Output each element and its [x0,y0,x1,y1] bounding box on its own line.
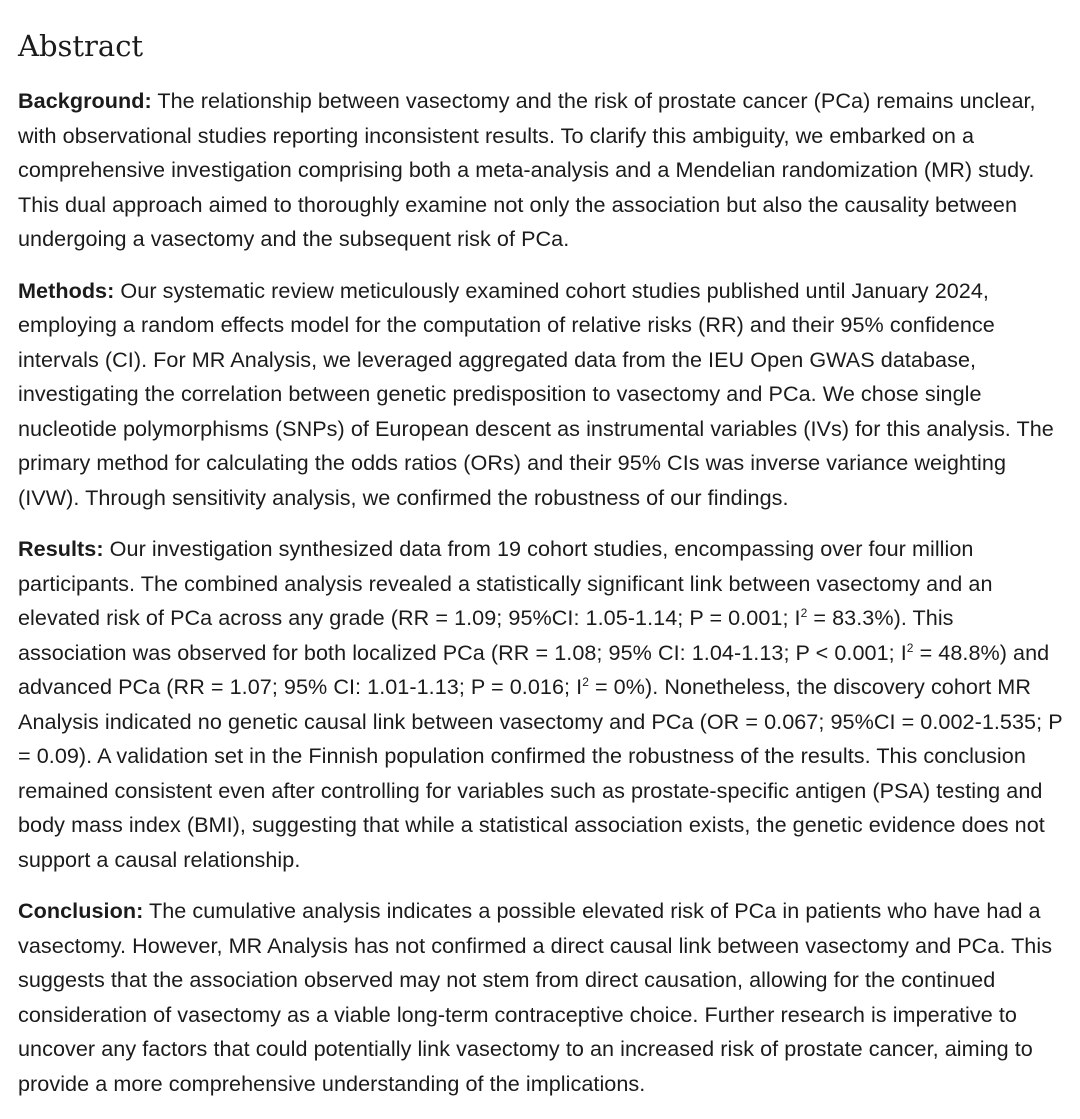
methods-section [18,274,1066,516]
conclusion-section [18,894,1066,1101]
background-label: Background: [18,88,152,113]
abstract-heading: Abstract [18,29,144,63]
conclusion-label: Conclusion: [18,898,144,923]
results-text-part: Our investigation synthesized data from 19 cohort studies, encompassing over four million participants. The combined analysis revealed a statistically significant link between vasectomy and an elevated risk of PCa across any grade (RR = 1.09; 95%CI: 1.05-1.14; P = 0.001; I [18,536,993,630]
background-section [18,84,1066,257]
results-label: Results: [18,536,104,561]
background-text: The relationship between vasectomy and the risk of prostate cancer (PCa) remains unclear, with observational studies reporting inconsistent results. To clarify this ambiguity, we embarked on a comprehensive investigation comprising both a meta-analysis and a Mendelian randomization (MR) study. This dual approach aimed to thoroughly examine not only the association but also the causality between undergoing a vasectomy and the subsequent risk of PCa. [18,88,1036,251]
conclusion-text: The cumulative analysis indicates a possible elevated risk of PCa in patients who have had a vasectomy. However, MR Analysis has not confirmed a direct causal link between vasectomy and PCa. This suggests that the association observed may not stem from direct causation, allowing for the continued consideration of vasectomy as a viable long-term contraceptive choice. Further research is imperative to uncover any factors that could potentially link vasectomy to an increased risk of prostate cancer, aiming to provide a more comprehensive understanding of the implications. [18,898,1053,1096]
superscript: 2 [800,605,808,620]
superscript: 2 [906,640,914,655]
results-section [18,532,1066,877]
results-text-part: = 0%). Nonetheless, the discovery cohort MR Analysis indicated no genetic causal link between vasectomy and PCa (OR = 0.067; 95%CI = 0.002-1.535; P = 0.09). A validation set in the Finnish population confirmed the robustness of the results. This conclusion remained consistent even after controlling for variables such as prostate-specific antigen (PSA) testing and body mass index (BMI), suggesting that while a statistical association exists, the genetic evidence does not support a causal relationship. [18,674,1063,872]
superscript: 2 [582,674,589,689]
results-text-part: = 83.3%). This association was observed for both localized PCa (RR = 1.08; 95% CI: 1.04-1.13; P < 0.001; I [18,605,954,665]
results-text-part: = 48.8%) and advanced PCa (RR = 1.07; 95% CI: 1.01-1.13; P = 0.016; I [18,639,1050,699]
methods-text: Our systematic review meticulously examined cohort studies published until January 2024, employing a random effects model for the computation of relative risks (RR) and their 95% confidence intervals (CI). For MR Analysis, we leveraged aggregated data from the IEU Open GWAS database, investigating the correlation between genetic predisposition to vasectomy and PCa. We chose single nucleotide polymorphisms (SNPs) of European descent as instrumental variables (IVs) for this analysis. The primary method for calculating the odds ratios (ORs) and their 95% CIs was inverse variance weighting (IVW). Through sensitivity analysis, we confirmed the robustness of our findings. [18,277,1054,510]
methods-label: Methods: [18,277,115,303]
